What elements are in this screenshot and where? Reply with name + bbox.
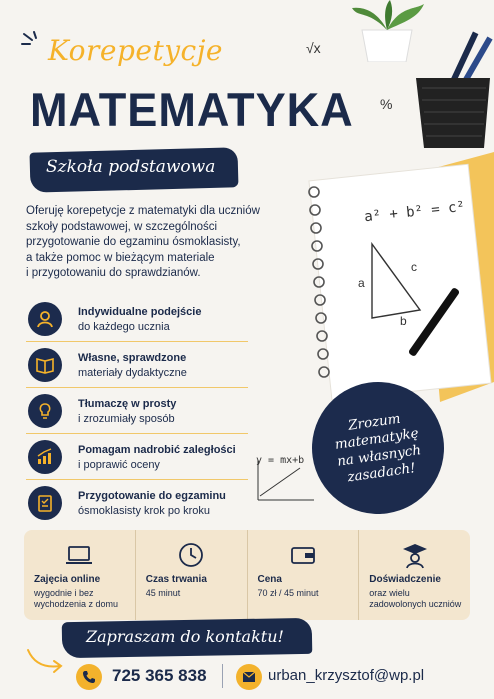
feature-item <box>26 388 248 434</box>
feature-desc: i zrozumiały sposób <box>78 413 175 425</box>
email-icon <box>236 664 262 690</box>
script-title: Korepetycje <box>48 34 223 67</box>
info-desc: 70 zł / 45 minut <box>257 588 319 598</box>
clock-icon <box>176 540 206 570</box>
feature-title: Własne, sprawdzone <box>78 352 187 364</box>
feature-desc: i poprawić oceny <box>78 459 160 471</box>
graph-label: y = mx+b <box>256 455 305 466</box>
side-b-label: b <box>400 314 407 328</box>
book-icon <box>28 348 62 382</box>
formula-text: a² + b² = c² <box>363 198 466 226</box>
intro-line: przygotowanie do egzaminu ósmoklasisty, <box>26 236 241 248</box>
laptop-icon <box>64 540 94 570</box>
feature-title: Pomagam nadrobić zaległości <box>78 444 236 456</box>
sparkle-icon <box>20 30 46 52</box>
feature-item <box>26 296 248 342</box>
feature-item <box>26 480 248 525</box>
cta-text: Zapraszam do kontaktu! <box>86 627 284 646</box>
wallet-icon <box>288 540 318 570</box>
info-title: Zajęcia online <box>34 574 101 585</box>
info-duration <box>135 530 247 620</box>
user-icon <box>28 302 62 336</box>
feature-desc: do każdego ucznia <box>78 321 170 333</box>
motto-text: Zrozum matematykę na własnych zasadach! <box>333 410 423 486</box>
phone-number[interactable]: 725 365 838 <box>112 666 207 685</box>
graduate-icon <box>400 540 430 570</box>
chart-icon <box>28 440 62 474</box>
intro-line: i przygotowaniu do sprawdzianów. <box>26 267 201 279</box>
side-a-label: a <box>358 276 365 290</box>
feature-desc: ósmoklasisty krok po kroku <box>78 505 211 517</box>
intro-line: Oferuję korepetycje z matematyki dla uczniów <box>26 205 260 217</box>
feature-list <box>26 296 248 525</box>
clipboard-icon <box>28 486 62 520</box>
feature-title: Indywidualne podejście <box>78 306 202 318</box>
root-symbol: √x <box>306 40 321 56</box>
feature-title: Tłumaczę w prosty <box>78 398 177 410</box>
contact-row <box>72 662 472 692</box>
side-c-label: c <box>411 260 417 274</box>
main-title: MATEMATYKA <box>30 83 354 136</box>
intro-line: a także pomoc w bieżącym materiale <box>26 251 215 264</box>
info-online <box>24 530 135 620</box>
intro-paragraph <box>26 204 296 282</box>
lightbulb-icon <box>28 394 62 428</box>
feature-item <box>26 434 248 480</box>
info-experience <box>358 530 470 620</box>
email-address[interactable]: urban_krzysztof@wp.pl <box>268 667 425 684</box>
info-desc: oraz wielu zadowolonych uczniów <box>369 588 462 609</box>
info-title: Doświadczenie <box>369 574 441 585</box>
info-price <box>247 530 359 620</box>
info-title: Cena <box>257 574 282 585</box>
notebook-illustration <box>300 112 494 402</box>
feature-title: Przygotowanie do egzaminu <box>78 490 226 502</box>
info-desc: 45 minut <box>145 588 181 598</box>
info-title: Czas trwania <box>145 574 207 585</box>
feature-desc: materiały dydaktyczne <box>78 367 187 379</box>
subtitle-text: Szkoła podstawowa <box>46 157 216 177</box>
percent-symbol: % <box>380 96 393 112</box>
phone-icon <box>76 664 102 690</box>
divider <box>222 664 223 688</box>
info-panel <box>24 530 470 620</box>
feature-item <box>26 342 248 388</box>
arrow-icon <box>26 646 66 676</box>
info-desc: wygodnie i bez wychodzenia z domu <box>34 588 119 609</box>
intro-line: szkoły podstawowej, w szczególności <box>26 220 218 233</box>
